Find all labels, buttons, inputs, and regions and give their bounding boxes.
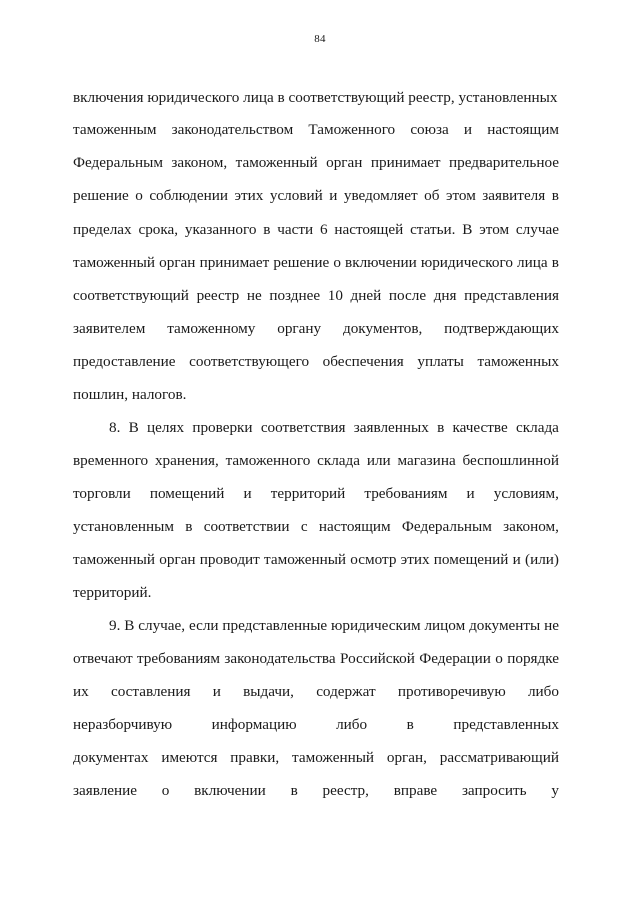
word: предоставление: [73, 353, 176, 370]
word: документов,: [342, 320, 423, 337]
page-number: 84: [314, 33, 326, 45]
word: части: [277, 221, 314, 238]
word: этом: [445, 187, 476, 204]
word: таможенному: [167, 320, 256, 337]
word: орган: [159, 551, 196, 568]
word: законом,: [503, 518, 559, 535]
word: этом: [479, 221, 510, 238]
word: дня: [433, 287, 457, 304]
word: случае: [515, 221, 559, 238]
word: заявителем: [73, 320, 146, 337]
word: В: [128, 419, 139, 436]
word: склада: [516, 419, 559, 436]
text-line: [73, 517, 559, 537]
word: временного: [73, 452, 149, 469]
word: неразборчивую: [73, 716, 173, 733]
word: 9.: [109, 617, 121, 634]
word: в: [263, 221, 271, 238]
word: уплаты: [417, 353, 464, 370]
word: качестве: [452, 419, 508, 436]
word: заявителя: [482, 187, 546, 204]
word: таможенный: [292, 749, 375, 766]
word: не: [246, 287, 262, 304]
word: законом,: [171, 154, 228, 171]
text-line: [73, 319, 559, 339]
text-line: [73, 385, 559, 405]
word: решение: [273, 254, 330, 271]
word: соответствующего: [189, 353, 310, 370]
text-line: [73, 253, 559, 273]
word: принимает: [199, 254, 270, 271]
word: соответствии: [203, 518, 290, 535]
word: отвечают: [73, 650, 133, 667]
word: Федеральным: [401, 518, 492, 535]
word: территорий: [270, 485, 346, 502]
word: Таможенного: [308, 121, 396, 138]
word: представления: [464, 287, 559, 304]
word: таможенным: [73, 121, 157, 138]
word: юридическим: [331, 617, 421, 634]
word: представленных: [453, 716, 559, 733]
word: в: [290, 782, 298, 799]
word: обеспечения: [322, 353, 404, 370]
word: если: [188, 617, 219, 634]
word: и: [512, 551, 521, 568]
word: требованиям: [136, 650, 221, 667]
word: настоящим: [487, 121, 559, 138]
word: документы: [469, 617, 541, 634]
word: о: [495, 650, 503, 667]
word: 8.: [109, 419, 121, 436]
word: органу: [277, 320, 322, 337]
word: правки,: [230, 749, 280, 766]
word: в: [406, 716, 414, 733]
word: таможенный: [235, 154, 318, 171]
text-line: [73, 550, 559, 570]
word: (или): [525, 551, 559, 568]
word: не: [544, 617, 559, 634]
word: о: [135, 187, 143, 204]
word: в: [185, 518, 193, 535]
word: условиям,: [493, 485, 559, 502]
word: союза: [410, 121, 449, 138]
word: в: [437, 419, 445, 436]
word: настоящей: [334, 221, 404, 238]
word: предварительное: [449, 154, 559, 171]
word: беспошлинной: [462, 452, 559, 469]
word: территорий.: [73, 584, 152, 601]
text-line: [73, 186, 559, 206]
text-line: [73, 748, 559, 768]
word: и: [212, 683, 221, 700]
text-line: [109, 616, 559, 636]
word: заявление: [73, 782, 138, 799]
word: этих: [400, 551, 430, 568]
word: указанного: [184, 221, 257, 238]
word: проводит: [199, 551, 260, 568]
word: дней: [350, 287, 382, 304]
word: орган: [159, 254, 196, 271]
word: рассматривающий: [439, 749, 559, 766]
word: их: [73, 683, 89, 700]
word: таможенных: [477, 353, 559, 370]
word: таможенного: [225, 452, 311, 469]
word: решение: [73, 187, 129, 204]
word: Российской: [340, 650, 415, 667]
word: реестр: [196, 287, 240, 304]
word: лица: [517, 254, 548, 271]
word: и: [466, 485, 475, 502]
word: случае,: [138, 617, 186, 634]
word: статьи.: [410, 221, 456, 238]
word: В: [462, 221, 473, 238]
word: или: [366, 452, 391, 469]
word: и: [463, 121, 473, 138]
word: торговли: [73, 485, 131, 502]
text-line: [73, 220, 559, 240]
word: после: [388, 287, 427, 304]
word: включения юридического лица в соответствующий реестр, установленных: [73, 89, 558, 106]
text-line: [73, 88, 559, 108]
word: соблюдении: [149, 187, 229, 204]
word: целях: [147, 419, 185, 436]
word: об: [424, 187, 440, 204]
word: срока,: [138, 221, 179, 238]
text-line: [73, 781, 559, 801]
word: либо: [527, 683, 559, 700]
word: установленным: [73, 518, 174, 535]
word: помещений: [149, 485, 225, 502]
word: соответствующий: [73, 287, 189, 304]
text-line: [109, 418, 559, 438]
word: таможенный: [73, 254, 156, 271]
text-line: [73, 484, 559, 504]
word: о: [333, 254, 341, 271]
word: таможенный: [73, 551, 156, 568]
word: позднее: [269, 287, 321, 304]
text-line: [73, 153, 559, 173]
word: выдачи,: [243, 683, 294, 700]
word: представленные: [222, 617, 328, 634]
word: В: [124, 617, 135, 634]
word: условий: [269, 187, 323, 204]
word: законодательства: [224, 650, 336, 667]
word: 6: [319, 221, 328, 238]
word: этих: [234, 187, 264, 204]
text-line: [73, 649, 559, 669]
word: либо: [336, 716, 368, 733]
word: орган,: [386, 749, 427, 766]
word: и: [243, 485, 252, 502]
word: принимает: [370, 154, 441, 171]
word: юридического: [420, 254, 513, 271]
word: склада: [317, 452, 361, 469]
word: законодательством: [171, 121, 294, 138]
word: проверки: [192, 419, 253, 436]
word: вправе: [393, 782, 438, 799]
word: заявленных: [353, 419, 429, 436]
text-line: [73, 352, 559, 372]
word: включении: [345, 254, 417, 271]
word: о: [161, 782, 170, 799]
word: в: [551, 187, 559, 204]
word: реестр,: [322, 782, 369, 799]
word: противоречивую: [397, 683, 506, 700]
word: лицом: [424, 617, 466, 634]
word: у: [551, 782, 559, 799]
word: настоящим: [318, 518, 391, 535]
word: с: [300, 518, 308, 535]
word: Федеральным: [73, 154, 163, 171]
word: осмотр: [350, 551, 397, 568]
word: имеются: [161, 749, 218, 766]
word: информацию: [211, 716, 297, 733]
word: пошлин, налогов.: [73, 386, 187, 403]
word: и: [329, 187, 338, 204]
word: орган: [326, 154, 363, 171]
word: помещений: [433, 551, 509, 568]
word: магазина: [397, 452, 456, 469]
word: хранения,: [154, 452, 219, 469]
word: порядке: [507, 650, 559, 667]
word: запросить: [461, 782, 527, 799]
word: 10: [327, 287, 343, 304]
text-line: [73, 715, 559, 735]
word: подтверждающих: [444, 320, 559, 337]
word: в: [551, 254, 559, 271]
word: Федерации: [419, 650, 491, 667]
text-line: [73, 682, 559, 702]
word: составления: [110, 683, 191, 700]
text-line: [73, 451, 559, 471]
word: требованиям: [364, 485, 448, 502]
word: соответствия: [260, 419, 346, 436]
word: уведомляет: [343, 187, 418, 204]
word: содержат: [316, 683, 376, 700]
text-line: [73, 286, 559, 306]
word: таможенный: [264, 551, 347, 568]
word: пределах: [73, 221, 132, 238]
word: включении: [194, 782, 266, 799]
text-line: [73, 120, 559, 140]
text-line: [73, 583, 559, 603]
word: документах: [73, 749, 149, 766]
